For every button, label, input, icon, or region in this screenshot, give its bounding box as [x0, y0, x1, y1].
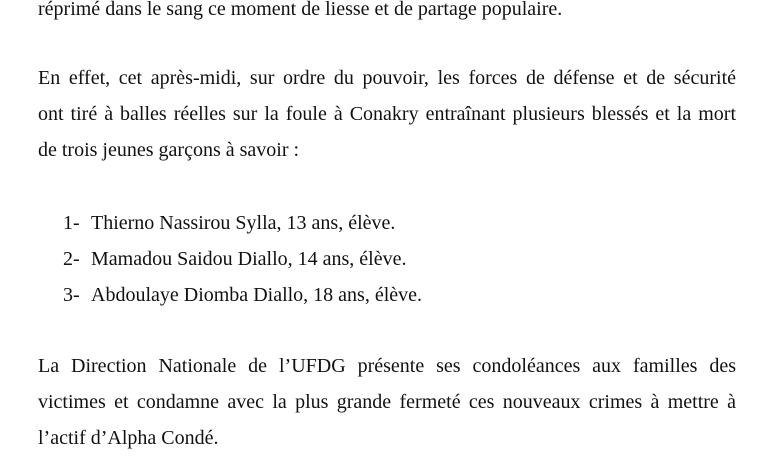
condolences-paragraph-line-2: victimes et condamne avec la plus grande fermeté ces nouveaux crimes à mettre à: [38, 391, 736, 413]
victim-list-item-1: [63, 211, 395, 235]
victim-list-item-3: [63, 283, 422, 307]
victim-list-item-2: [63, 247, 407, 271]
events-paragraph-line-1: En effet, cet après-midi, sur ordre du pouvoir, les forces de défense et de sécurité: [38, 67, 736, 89]
intro-tail-line: réprimé dans le sang ce moment de liesse et de partage populaire.: [38, 0, 563, 20]
list-text: Mamadou Saidou Diallo, 14 ans, élève.: [91, 248, 407, 270]
list-text: Abdoulaye Diomba Diallo, 18 ans, élève.: [91, 284, 423, 306]
list-number: 2-: [63, 248, 80, 270]
condolences-paragraph-line-1: La Direction Nationale de l’UFDG présente ses condoléances aux familles des: [38, 355, 736, 377]
events-paragraph-line-2: ont tiré à balles réelles sur la foule à Conakry entraînant plusieurs blessés et la mort: [38, 103, 736, 125]
events-paragraph-line-3: de trois jeunes garçons à savoir :: [38, 139, 300, 161]
condolences-paragraph-line-3: l’actif d’Alpha Condé.: [38, 427, 219, 449]
list-number: 1-: [63, 212, 80, 234]
list-number: 3-: [63, 284, 80, 306]
list-text: Thierno Nassirou Sylla, 13 ans, élève.: [91, 212, 396, 234]
